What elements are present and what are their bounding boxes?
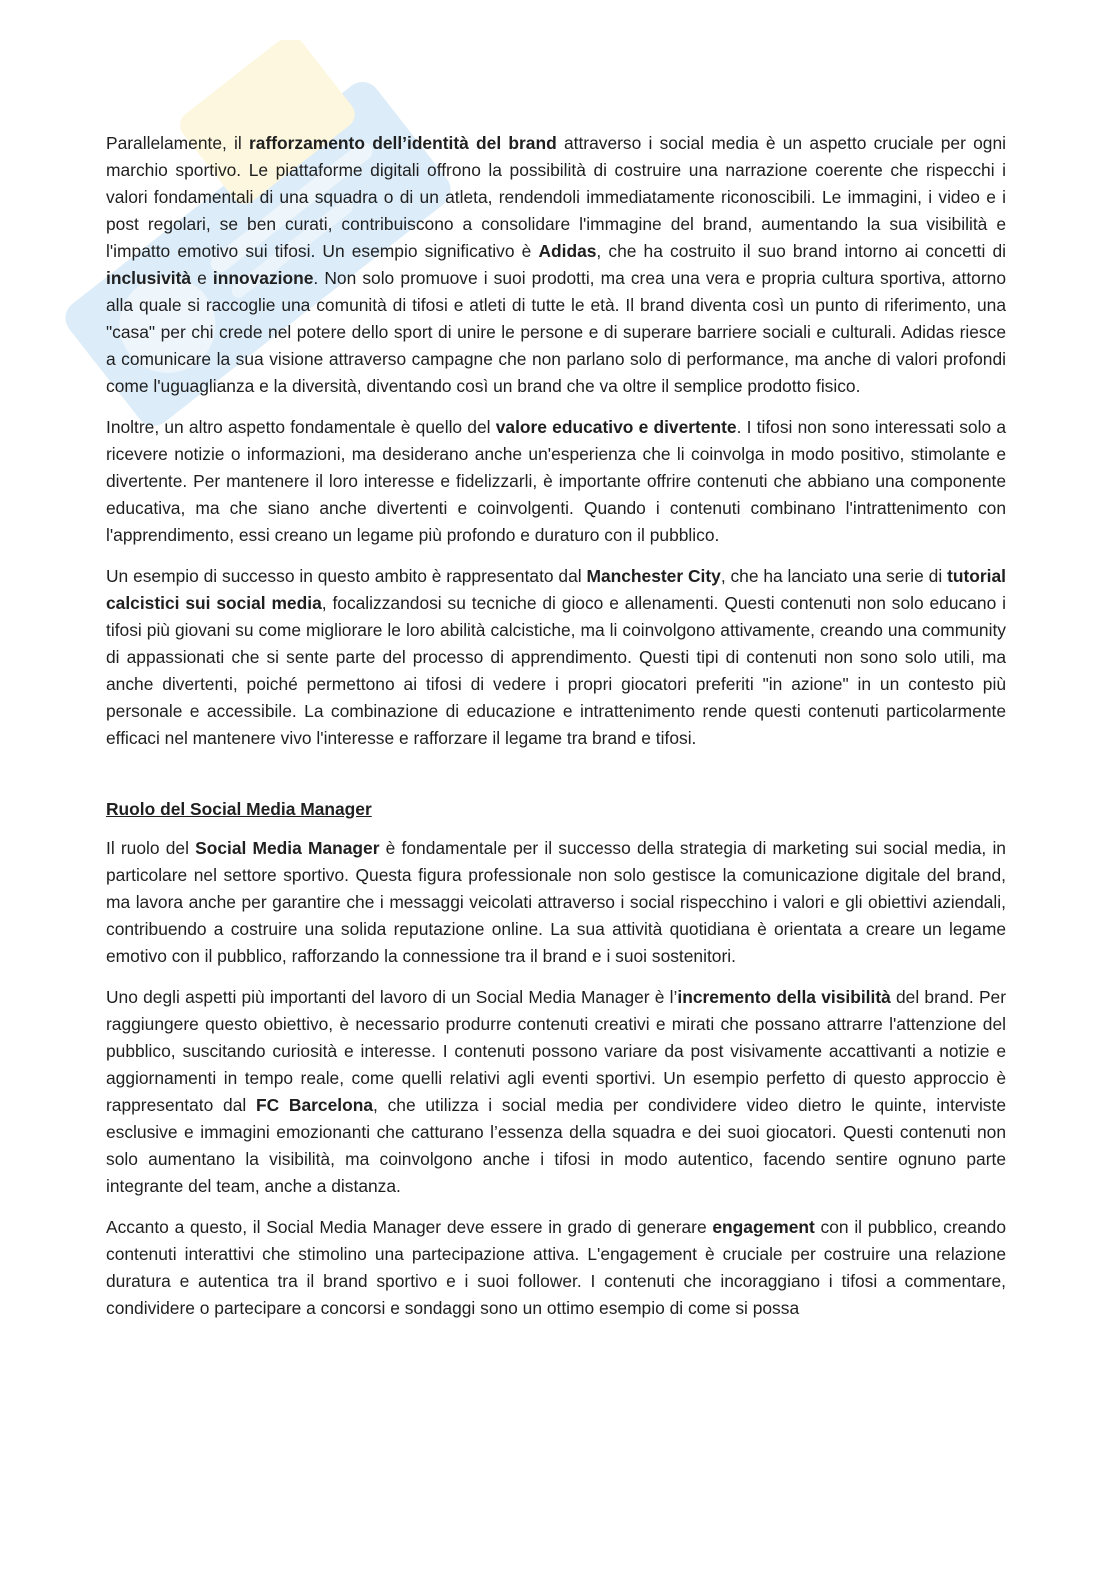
bold-text: engagement bbox=[712, 1217, 815, 1237]
paragraph bbox=[106, 1214, 1006, 1322]
bold-text: rafforzamento dell’identità del brand bbox=[249, 133, 557, 153]
text-run: , che ha lanciato una serie di bbox=[720, 566, 948, 586]
document-body bbox=[106, 130, 1006, 1336]
bold-text: valore educativo e divertente bbox=[495, 417, 737, 437]
paragraph bbox=[106, 984, 1006, 1200]
text-run: Un esempio di successo in questo ambito è rappresentato dal bbox=[106, 566, 587, 586]
text-run: attraverso i social media è un aspetto cruciale per ogni marchio sportivo. Le piattaforme digitali offrono la possibilità di costruire una narrazione coerente che rispecchi i valori fondamentali di una squadra o di un atleta, rendendoli immediatamente riconoscibili. Le immagini, i video e i post regolari, se ben curati, contribuiscono a consolidare l'immagine del brand, aumentando la sua visibilità e l'impatto emotivo sui tifosi. Un esempio significativo è bbox=[106, 133, 1006, 261]
bold-text: Adidas bbox=[538, 241, 597, 261]
bold-text: innovazione bbox=[212, 268, 314, 288]
bold-text: Social Media Manager bbox=[195, 838, 380, 858]
bold-text: tutorial calcistici sui social media bbox=[106, 566, 1006, 613]
bold-text: inclusività bbox=[106, 268, 192, 288]
text-run: del brand. Per raggiungere questo obiettivo, è necessario produrre contenuti creativi e mirati che possano attrarre l'attenzione del pubblico, suscitando curiosità e interesse. I contenuti possono variare da post visivamente accattivanti a notizie e aggiornamenti in tempo reale, come quelli relativi agli eventi sportivi. Un esempio perfetto di questo approccio è rappresentato dal bbox=[106, 987, 1007, 1115]
paragraph bbox=[106, 563, 1006, 752]
text-run: Il ruolo del bbox=[106, 838, 196, 858]
paragraph bbox=[106, 414, 1006, 549]
text-run: Parallelamente, il bbox=[106, 133, 250, 153]
text-run: . Non solo promuove i suoi prodotti, ma crea una vera e propria cultura sportiva, attorno alla quale si raccoglie una comunità di tifosi e atleti di tutte le età. Il brand diventa così un punto di riferimento, una "casa" per chi crede nel potere dello sport di unire le persone e di superare barriere sociali e culturali. Adidas riesce a comunicare la sua visione attraverso campagne che non parlano solo di performance, ma anche di valori profondi come l'uguaglianza e la diversità, diventando così un brand che va oltre il semplice prodotto fisico. bbox=[106, 268, 1006, 396]
bold-text: Manchester City bbox=[586, 566, 721, 586]
section-heading: Ruolo del Social Media Manager bbox=[106, 799, 372, 819]
text-run: e bbox=[191, 268, 213, 288]
text-run: Accanto a questo, il Social Media Manager deve essere in grado di generare bbox=[106, 1217, 713, 1237]
paragraph-group-top bbox=[106, 130, 1006, 752]
text-run: è fondamentale per il successo della strategia di marketing sui social media, in particolare nel settore sportivo. Questa figura professionale non solo gestisce la comunicazione digitale del brand, ma lavora anche per garantire che i messaggi veicolati attraverso i social rispecchino i valori e gli obiettivi aziendali, contribuendo a costruire una solida reputazione online. La sua attività quotidiana è orientata a creare un legame emotivo con il pubblico, rafforzando la connessione tra il brand e i suoi sostenitori. bbox=[106, 838, 1006, 966]
text-run: , che ha costruito il suo brand intorno ai concetti di bbox=[596, 241, 1006, 261]
paragraph bbox=[106, 130, 1006, 400]
text-run: Inoltre, un altro aspetto fondamentale è quello del bbox=[106, 417, 496, 437]
bold-text: FC Barcelona bbox=[256, 1095, 374, 1115]
paragraph-group-bottom bbox=[106, 835, 1006, 1322]
paragraph bbox=[106, 835, 1006, 970]
text-run: . I tifosi non sono interessati solo a ricevere notizie o informazioni, ma desiderano anche un'esperienza che li coinvolga in modo positivo, stimolante e divertente. Per mantenere il loro interesse e fidelizzarli, è importante offrire contenuti che abbiano una componente educativa, ma che siano anche divertenti e coinvolgenti. Quando i contenuti combinano l'intrattenimento con l'apprendimento, essi creano un legame più profondo e duraturo con il pubblico. bbox=[106, 417, 1006, 545]
bold-text: incremento della visibilità bbox=[677, 987, 891, 1007]
text-run: Uno degli aspetti più importanti del lavoro di un Social Media Manager è l’ bbox=[106, 987, 678, 1007]
text-run: con il pubblico, creando contenuti interattivi che stimolino una partecipazione attiva. L'engagement è cruciale per costruire una relazione duratura e autentica tra il brand sportivo e i suoi follower. I contenuti che incoraggiano i tifosi a commentare, condividere o partecipare a concorsi e sondaggi sono un ottimo esempio di come si possa bbox=[106, 1217, 1006, 1318]
text-run: , focalizzandosi su tecniche di gioco e allenamenti. Questi contenuti non solo educano i tifosi più giovani su come migliorare le loro abilità calcistiche, ma li coinvolgono attivamente, creando una community di appassionati che si sente parte del processo di apprendimento. Questi tipi di contenuti non sono solo utili, ma anche divertenti, poiché permettono ai tifosi di vedere i propri giocatori preferiti "in azione" in un contesto più personale e accessibile. La combinazione di educazione e intrattenimento rende questi contenuti particolarmente efficaci nel mantenere vivo l'interesse e rafforzare il legame tra brand e tifosi. bbox=[106, 593, 1006, 748]
text-run: , che utilizza i social media per condividere video dietro le quinte, interviste esclusive e immagini emozionanti che catturano l’essenza della squadra e dei suoi giocatori. Questi contenuti non solo aumentano la visibilità, ma coinvolgono anche i tifosi in modo autentico, facendo sentire ognuno parte integrante del team, anche a distanza. bbox=[106, 1095, 1007, 1196]
